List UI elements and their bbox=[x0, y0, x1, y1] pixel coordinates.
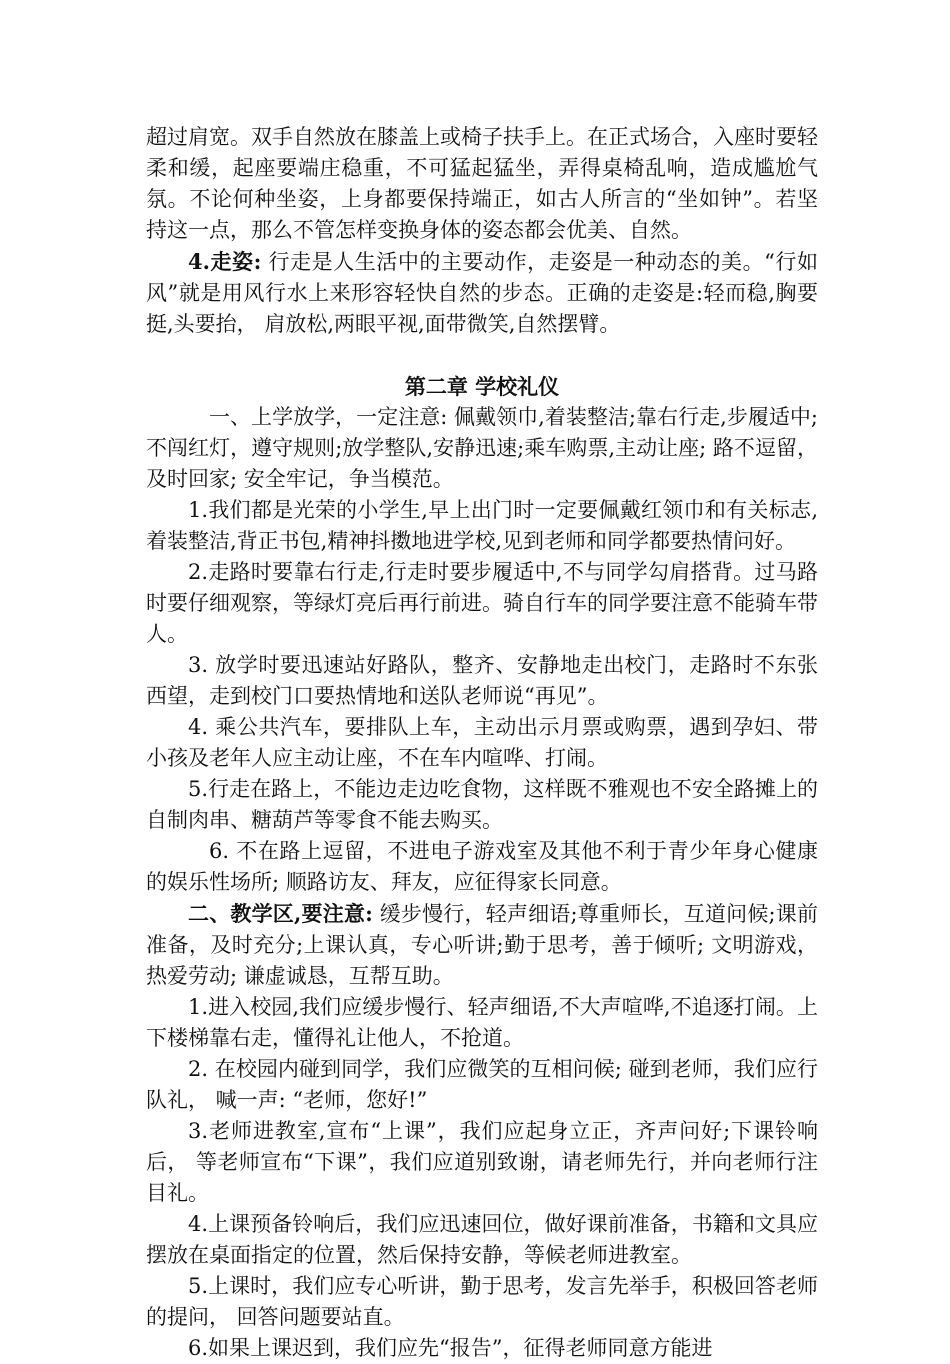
paragraph-walking-posture bbox=[146, 246, 818, 340]
paragraph-teaching-item-3 bbox=[146, 1116, 818, 1209]
paragraph-text: 4. 乘公共汽车，要排队上车，主动出示月票或购票，遇到孕妇、带小孩及老年人应主动让座，不在车内喧哗、打闹。 bbox=[146, 715, 818, 770]
paragraph-text: 一、上学放学，一定注意: 佩戴领巾,着装整洁;靠右行走,步履适中;不闯红灯，遵守规则;放学整队,安静迅速;乘车购票,主动让座; 路不逗留，及时回家; 安全牢记，争当模范。 bbox=[146, 405, 818, 491]
paragraph-teaching-item-6 bbox=[146, 1333, 818, 1364]
paragraph-text: 6. 不在路上逗留，不进电子游戏室及其他不利于青少年身心健康的娱乐性场所; 顺路访友、拜友，应征得家长同意。 bbox=[146, 839, 818, 894]
paragraph-text: 6.如果上课迟到，我们应先“报告”，征得老师同意方能进 bbox=[188, 1336, 713, 1360]
document-body bbox=[146, 122, 818, 1364]
paragraph-teaching-item-1 bbox=[146, 992, 818, 1054]
paragraph-text: 缓步慢行，轻声细语;尊重师长，互道问候;课前准备，及时充分;上课认真，专心听讲;勤于思考，善于倾听; 文明游戏，热爱劳动; 谦虚诚恳，互帮互助。 bbox=[146, 902, 819, 988]
paragraph-item-6 bbox=[146, 836, 818, 898]
paragraph-text: 2. 在校园内碰到同学，我们应微笑的互相问候; 碰到老师，我们应行队礼， 喊一声: “老师，您好!” bbox=[146, 1057, 818, 1112]
paragraph-lead-walking-posture: 4.走姿: bbox=[188, 249, 262, 274]
paragraph-text: 1.进入校园,我们应缓步慢行、轻声细语,不大声喧哗,不追逐打闹。上下楼梯靠右走，懂得礼让他人，不抢道。 bbox=[146, 995, 818, 1050]
paragraph-item-5 bbox=[146, 774, 818, 836]
paragraph-teaching-item-2 bbox=[146, 1054, 818, 1116]
paragraph-text: 5.上课时，我们应专心听讲，勤于思考，发言先举手，积极回答老师的提问， 回答问题要站直。 bbox=[146, 1274, 818, 1329]
chapter-heading: 第二章 学校礼仪 bbox=[404, 374, 560, 399]
paragraph-text: 3. 放学时要迅速站好路队，整齐、安静地走出校门，走路时不东张西望，走到校门口要热情地和送队老师说“再见”。 bbox=[146, 653, 818, 708]
paragraph-teaching-area-rules bbox=[146, 898, 818, 992]
paragraph-item-4 bbox=[146, 712, 818, 774]
paragraph-item-3 bbox=[146, 650, 818, 712]
paragraph-item-1 bbox=[146, 495, 818, 557]
paragraph-teaching-item-5 bbox=[146, 1271, 818, 1333]
paragraph-text: 5.行走在路上，不能边走边吃食物，这样既不雅观也不安全路摊上的自制肉串、糖葫芦等零食不能去购买。 bbox=[146, 777, 818, 832]
paragraph-sitting-posture-continued bbox=[146, 122, 818, 246]
paragraph-text: 超过肩宽。双手自然放在膝盖上或椅子扶手上。在正式场合，入座时要轻柔和缓，起座要端庄稳重，不可猛起猛坐，弄得桌椅乱响，造成尴尬气氛。不论何种坐姿，上身都要保持端正，如古人所言的“坐如钟”。若坚持这一点，那么不管怎样变换身体的姿态都会优美、自然。 bbox=[146, 125, 818, 242]
paragraph-text: 3.老师进教室,宣布“上课”，我们应起身立正，齐声问好;下课铃响后， 等老师宣布“下课”，我们应道别致谢，请老师先行，并向老师行注目礼。 bbox=[146, 1119, 818, 1205]
paragraph-school-commute-rules bbox=[146, 402, 818, 495]
paragraph-text: 行走是人生活中的主要动作，走姿是一种动态的美。“行如风”就是用风行水上来形容轻快自然的步态。正确的走姿是:轻而稳,胸要挺,头要抬， 肩放松,两眼平视,面带微笑,自然摆臂。 bbox=[146, 250, 818, 336]
paragraph-text: 4.上课预备铃响后，我们应迅速回位，做好课前准备，书籍和文具应摆放在桌面指定的位置，然后保持安静，等候老师进教室。 bbox=[146, 1212, 818, 1267]
paragraph-text: 1.我们都是光荣的小学生,早上出门时一定要佩戴红领巾和有关标志,着装整洁,背正书包,精神抖擞地进学校,见到老师和同学都要热情问好。 bbox=[146, 498, 818, 553]
paragraph-lead-teaching-area: 二、教学区,要注意: bbox=[188, 901, 373, 926]
paragraph-text: 2.走路时要靠右行走,行走时要步履适中,不与同学勾肩搭背。过马路时要仔细观察，等绿灯亮后再行前进。骑自行车的同学要注意不能骑车带人。 bbox=[146, 560, 818, 646]
paragraph-item-2 bbox=[146, 557, 818, 650]
paragraph-teaching-item-4 bbox=[146, 1209, 818, 1271]
